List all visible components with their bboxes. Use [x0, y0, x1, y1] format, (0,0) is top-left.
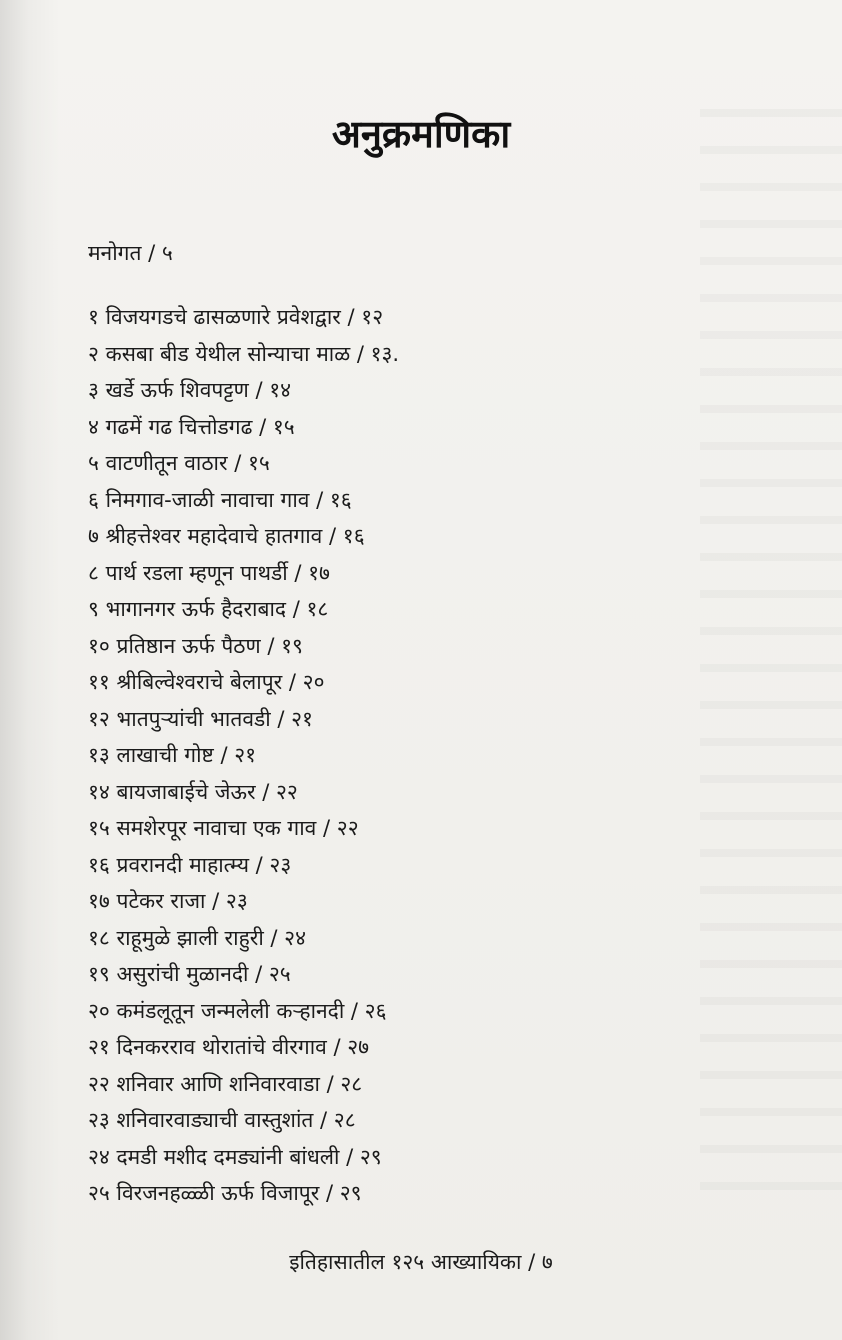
toc-entry: ३ खर्डे ऊर्फ शिवपट्टण / १४	[88, 378, 292, 402]
toc-entry: १४ बायजाबाईचे जेऊर / २२	[88, 779, 298, 804]
toc-entry: ६ निमगाव-जाळी नावाचा गाव / १६	[88, 487, 352, 512]
show-through-text	[700, 95, 842, 1215]
table-of-contents	[88, 299, 399, 1212]
toc-entry: १७ पटेकर राजा / २३	[88, 889, 248, 913]
toc-entry: २१ दिनकरराव थोरातांचे वीरगाव / २७	[88, 1035, 370, 1059]
toc-entry: २२ शनिवार आणि शनिवारवाडा / २८	[88, 1071, 363, 1096]
toc-entry: २३ शनिवारवाड्याची वास्तुशांत / २८	[88, 1108, 356, 1132]
toc-entry: २० कमंडलूतून जन्मलेली कऱ्हानदी / २६	[88, 998, 387, 1023]
toc-entry: २५ विरजनहळ्ळी ऊर्फ विजापूर / २९	[88, 1181, 362, 1205]
page-footer: इतिहासातील १२५ आख्यायिका / ७	[289, 1250, 553, 1274]
toc-entry: १० प्रतिष्ठान ऊर्फ पैठण / १९	[88, 633, 303, 658]
toc-entry: ७ श्रीहत्तेश्वर महादेवाचे हातगाव / १६	[88, 524, 365, 548]
toc-entry: ८ पार्थ रडला म्हणून पाथर्डी / १७	[88, 560, 330, 585]
toc-entry: १९ असुरांची मुळानदी / २५	[88, 962, 291, 986]
page-title: अनुक्रमणिका	[331, 112, 511, 156]
toc-entry: ५ वाटणीतून वाठार / १५	[88, 451, 270, 475]
toc-entry: १६ प्रवरानदी माहात्म्य / २३	[88, 852, 292, 877]
toc-entry: १ विजयगडचे ढासळणारे प्रवेशद्वार / १२	[88, 305, 384, 329]
toc-entry: ४ गढमें गढ चित्तोडगढ / १५	[88, 414, 295, 439]
preface-entry: मनोगत / ५	[88, 241, 173, 265]
toc-entry: ९ भागानगर ऊर्फ हैदराबाद / १८	[88, 597, 329, 621]
toc-entry: १५ समशेरपूर नावाचा एक गाव / २२	[88, 816, 359, 840]
toc-entry: २ कसबा बीड येथील सोन्याचा माळ / १३.	[88, 341, 400, 366]
toc-entry: २४ दमडी मशीद दमड्यांनी बांधली / २९	[88, 1144, 382, 1169]
toc-entry: १३ लाखाची गोष्ट / २१	[88, 743, 257, 767]
toc-entry: १२ भातपुऱ्यांची भातवडी / २१	[88, 706, 313, 731]
toc-entry: ११ श्रीबिल्वेश्वराचे बेलापूर / २०	[88, 670, 325, 694]
toc-entry: १८ राहूमुळे झाली राहुरी / २४	[88, 925, 307, 950]
